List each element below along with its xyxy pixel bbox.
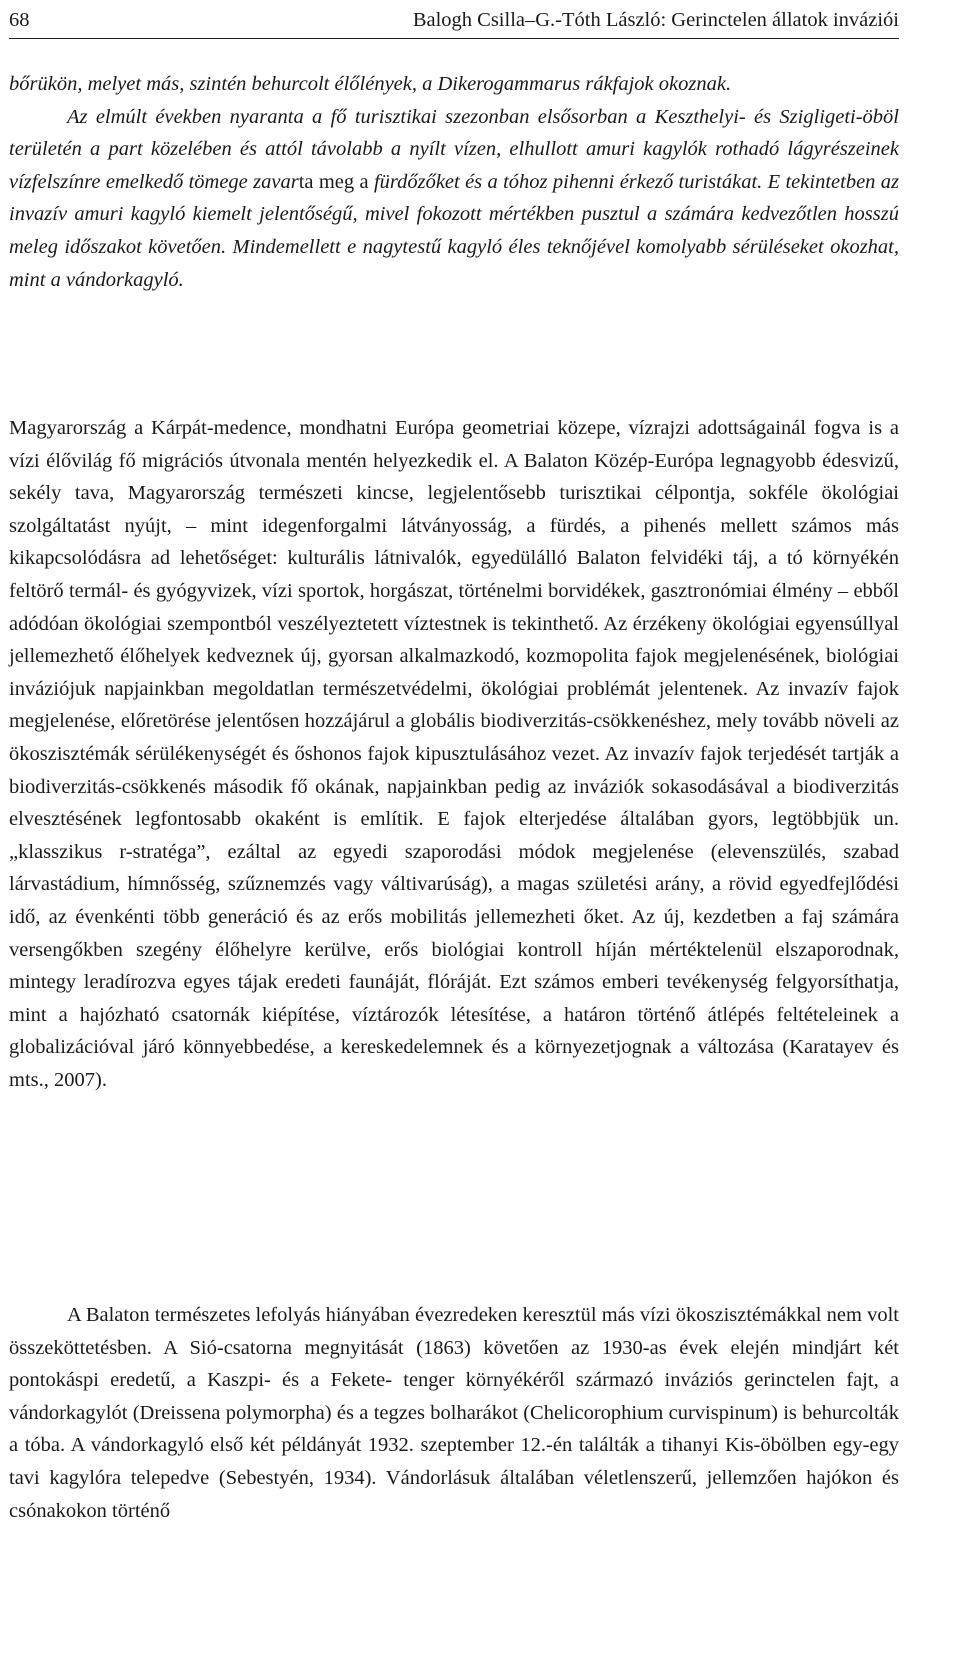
- page-number: 68: [9, 9, 30, 31]
- paragraph-italic: [9, 101, 899, 297]
- running-title: Balogh Csilla–G.-Tóth László: Gerinctelen állatok inváziói: [412, 9, 899, 31]
- paragraph-italic-text-a: Az elmúlt években nyaranta a fő turisztikai szezonban elsősorban a Keszthelyi- és Szigligeti-öböl területén a part közelében és attól távolabb a nyílt vízen, elhullott amuri kagylók rothadó lágyrészeinek vízfelszínre emelkedő tömege zavar: [9, 105, 899, 193]
- paragraph-continuation: bőrükön, melyet más, szintén behurcolt élőlények, a Dikerogammarus rákfajok okoznak.: [9, 73, 732, 95]
- paragraph-upright-fragment: ta meg a: [298, 170, 369, 193]
- italic-paragraph-block: [9, 68, 899, 296]
- paragraph-body-indented: A Balaton természetes lefolyás hiányában évezredeken keresztül más vízi ökoszisztémákkal nem volt összeköttetésben. A Sió-csatorna megnyitását (1863) követően az 1930-as évek elején mindjárt két pontokáspi eredetű, a Kaszpi- és a Fekete- tenger környékéről származó inváziós gerinctelen fajt, a vándorkagylót (Dreissena polymorpha) és a tegzes bolharákot (Chelicorophium curvispinum) is behurcolták a tóba. A vándorkagyló első két példányát 1932. szeptember 12.-én találták a tihanyi Kis-öbölben egy-egy tavi kagylóra telepedve (Sebestyén, 1934). Vándorlásuk általában véletlenszerű, jellemzően hajókon és csónakokon történő: [9, 1304, 899, 1522]
- header-rule: [9, 38, 899, 39]
- paragraph-italic-text-c: fürdőzőket és a tóhoz pihenni érkező turistákat. E tekintetben az invazív amuri kagyló kiemelt jelentőségű, mivel fokozott mértékben pusztul a számára kedvezőtlen hosszú meleg időszakot követően. Mindemellett e nagytestű kagyló éles teknőjével komolyabb sérüléseket okozhat, mint a vándorkagyló.: [9, 170, 899, 291]
- running-header: [9, 4, 899, 36]
- paragraph-body: Magyarország a Kárpát-medence, mondhatni Európa geometriai közepe, vízrajzi adottságainál fogva is a vízi élővilág fő migrációs útvonala mentén helyezkedik el. A Balaton Közép-Európa legnagyobb édesvizű, sekély tava, Magyarország természeti kincse, legjelentősebb turisztikai célpontja, sokféle ökológiai szolgáltatást nyújt, – mint idegenforgalmi látványosság, a fürdés, a pihenés mellett számos más kikapcsolódásra ad lehetőséget: kulturális látnivalók, egyedülálló Balaton felvidéki táj, a tó környékén feltörő termál- és gyógyvizek, vízi sportok, horgászat, történelmi borvidékek, gasztronómiai élmény – ebből adódóan ökológiai szempontból veszélyeztetett víztestnek is tekinthető. Az érzékeny ökológiai egyensúllyal jellemezhető élőhelyek kedveznek új, gyorsan alkalmazkodó, kozmopolita fajok megjelenésének, biológiai inváziójuk napjainkban megoldatlan természetvédelmi, ökológiai problémát jelentenek. Az invazív fajok megjelenése, előretörése jelentősen hozzájárul a globális biodiverzitás-csökkenéshez, mely tovább növeli az ökoszisztémák sérülékenységét és őshonos fajok kipusztulásához vezet. Az invazív fajok terjedését tartják a biodiverzitás-csökkenés második fő okának, napjainkban pedig az inváziók sokasodásával a biodiverzitás elvesztésének legfontosabb okaként is említik. E fajok elterjedése általában gyors, legtöbbjük un. „klasszikus r-stratéga”, ezáltal az egyedi szaporodási módok megjelenése (elevenszülés, szabad lárvastádium, hímnősség, szűznemzés vagy váltivarúság), a magas születési arány, a rövid egyedfejlődési idő, az évenkénti több generáció és az erős mobilitás jellemezheti őket. Az új, kezdetben a faj számára versengőkben szegény élőhelyre kerülve, erős biológiai kontroll híján mértéktelenül elszaporodnak, mintegy leradírozva egyes tájak eredeti faunáját, flóráját. Ezt számos emberi tevékenység felgyorsíthatja, mint a hajózható csatornák kiépítése, víztározók létesítése, a határon történő átlépés feltételeinek a globalizációval járó könnyebbedése, a kereskedelemnek és a környezetjognak a változása (Karatayev és mts., 2007).: [9, 417, 899, 1091]
